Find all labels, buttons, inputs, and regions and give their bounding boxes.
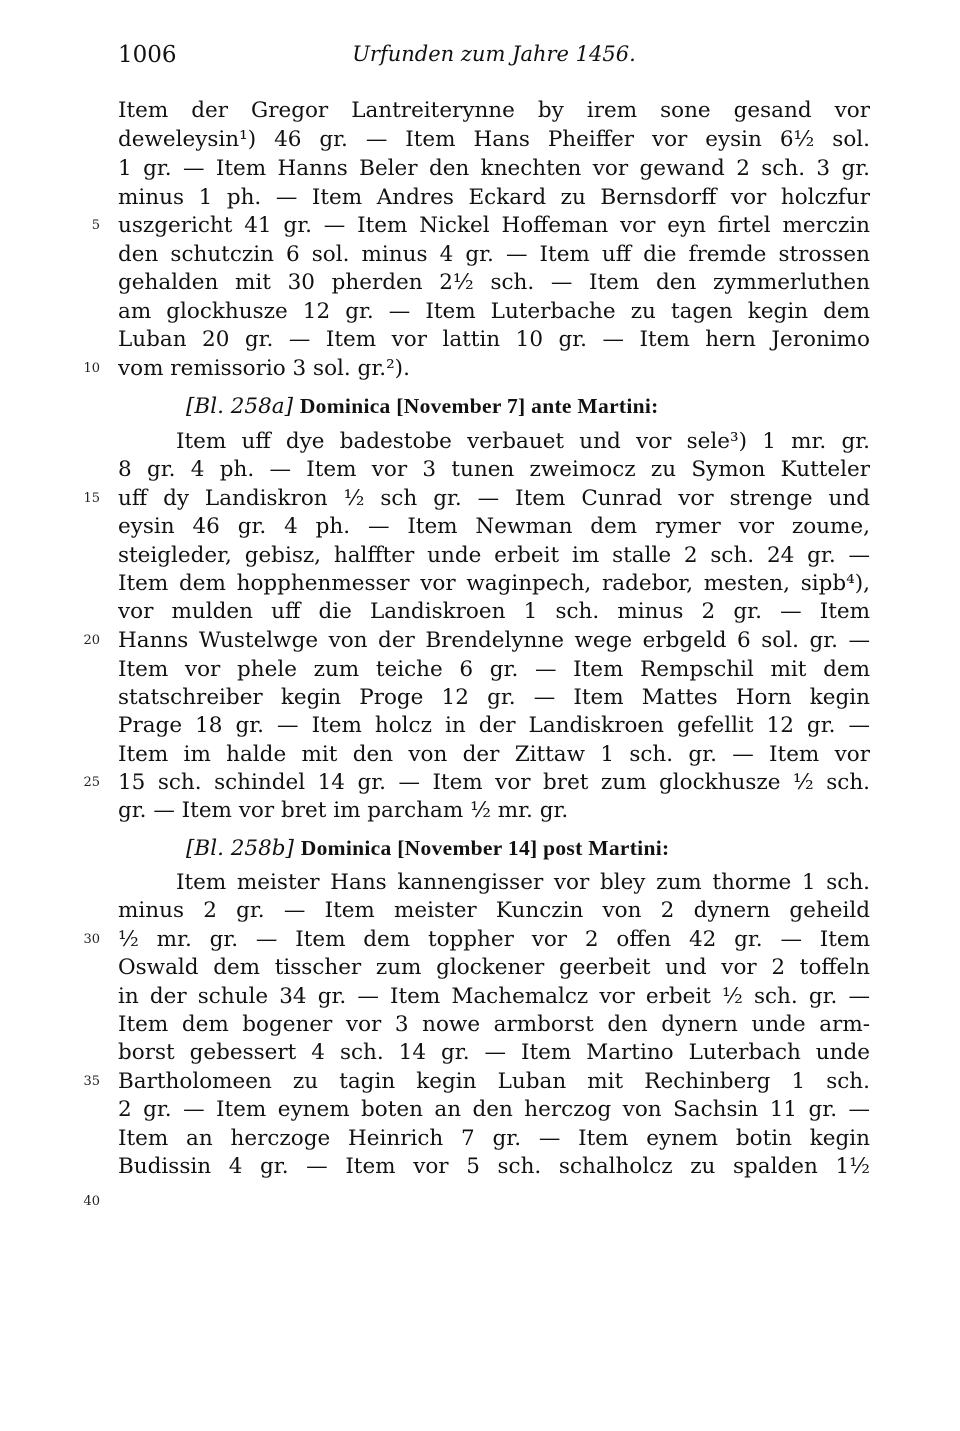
text-line: uff dy Landiskron ½ sch gr. — Item Cunrad vor strenge und [118, 486, 870, 511]
line-number: 5 [91, 218, 100, 233]
text-line: Prage 18 gr. — Item holcz in der Landiskroen gefellit 12 gr. — [118, 713, 870, 738]
text-line: Item im halde mit den von der Zittaw 1 sch. gr. — Item vor [118, 742, 870, 767]
text-line: Item dem bogener vor 3 nowe armborst den dynern unde arm- [118, 1012, 870, 1037]
text-line: gr. — Item vor bret im parcham ½ mr. gr. [118, 798, 569, 823]
text-line: Luban 20 gr. — Item vor lattin 10 gr. — Item hern Jeronimo [118, 327, 870, 352]
text-line: uszgericht 41 gr. — Item Nickel Hoffeman vor eyn firtel merczin [118, 213, 870, 238]
text-line: borst gebessert 4 sch. 14 gr. — Item Martino Luterbach unde [118, 1040, 870, 1065]
page-number: 1006 [118, 42, 177, 68]
text-line: 2 gr. — Item eynem boten an den herczog von Sachsin 11 gr. — [118, 1097, 870, 1122]
text-line: 8 gr. 4 ph. — Item vor 3 tunen zweimocz zu Symon Kutteler [118, 457, 870, 482]
text-line: Hanns Wustelwge von der Brendelynne wege erbgeld 6 sol. gr. — [118, 628, 870, 653]
text-line: eysin 46 gr. 4 ph. — Item Newman dem rymer vor zoume, [118, 514, 870, 539]
text-line: Budissin 4 gr. — Item vor 5 sch. schalholcz zu spalden 1½ [118, 1154, 870, 1179]
text-line: Item meister Hans kannengisser vor bley zum thorme 1 sch. [176, 870, 870, 895]
text-line: den schutczin 6 sol. minus 4 gr. — Item uff die fremde strossen [118, 242, 870, 267]
text-line: 1 gr. — Item Hanns Beler den knechten vor gewand 2 sch. 3 gr. [118, 156, 870, 181]
text-line: Item der Gregor Lantreiterynne by irem sone gesand vor [118, 98, 870, 123]
line-number: 10 [83, 361, 100, 376]
text-line: vom remissorio 3 sol. gr.²). [118, 356, 410, 381]
text-line: statschreiber kegin Proge 12 gr. — Item Mattes Horn kegin [118, 685, 870, 710]
text-line: 15 sch. schindel 14 gr. — Item vor bret zum glockhusze ½ sch. [118, 770, 870, 795]
text-line: Item uff dye badestobe verbauet und vor sele³) 1 mr. gr. [176, 429, 870, 454]
text-line: Item an herczoge Heinrich 7 gr. — Item eynem botin kegin [118, 1126, 870, 1151]
page-header [118, 42, 870, 78]
text-line: minus 2 gr. — Item meister Kunczin von 2 dynern geheild [118, 898, 870, 923]
line-number: 30 [83, 932, 100, 947]
section-heading [186, 392, 870, 421]
text-line: Item vor phele zum teiche 6 gr. — Item Rempschil mit dem [118, 657, 870, 682]
text-line: Oswald dem tisscher zum glockener geerbeit und vor 2 toffeln [118, 955, 870, 980]
folio-reference: [Bl. 258b] [186, 836, 294, 861]
text-line: am glockhusze 12 gr. — Item Luterbache zu tagen kegin dem [118, 299, 870, 324]
section-heading [186, 834, 870, 863]
text-line: steigleder, gebisz, halffter unde erbeit im stalle 2 sch. 24 gr. — [118, 543, 870, 568]
line-number: 40 [83, 1194, 100, 1209]
text-line: Bartholomeen zu tagin kegin Luban mit Rechinberg 1 sch. [118, 1069, 870, 1094]
text-line: minus 1 ph. — Item Andres Eckard zu Bernsdorff vor holczfur [118, 185, 870, 210]
text-line: gehalden mit 30 pherden 2½ sch. — Item den zymmerluthen [118, 270, 870, 295]
text-line: ½ mr. gr. — Item dem toppher vor 2 offen 42 gr. — Item [118, 927, 870, 952]
text-line: deweleysin¹) 46 gr. — Item Hans Pheiffer vor eysin 6½ sol. [118, 127, 870, 152]
folio-reference: [Bl. 258a] [186, 394, 293, 419]
heading-title: Dominica [November 7] ante Martini: [299, 394, 659, 418]
text-line: in der schule 34 gr. — Item Machemalcz vor erbeit ½ sch. gr. — [118, 984, 870, 1009]
heading-title: Dominica [November 14] post Martini: [300, 836, 670, 860]
line-number: 35 [83, 1074, 100, 1089]
line-number: 25 [83, 775, 100, 790]
line-number: 20 [83, 633, 100, 648]
line-number: 15 [83, 491, 100, 506]
text-line: vor mulden uff die Landiskroen 1 sch. minus 2 gr. — Item [118, 599, 870, 624]
text-line: Item dem hopphenmesser vor waginpech, radebor, mesten, sipb⁴), [118, 571, 870, 596]
running-title: Urfunden zum Jahre 1456. [352, 42, 636, 66]
